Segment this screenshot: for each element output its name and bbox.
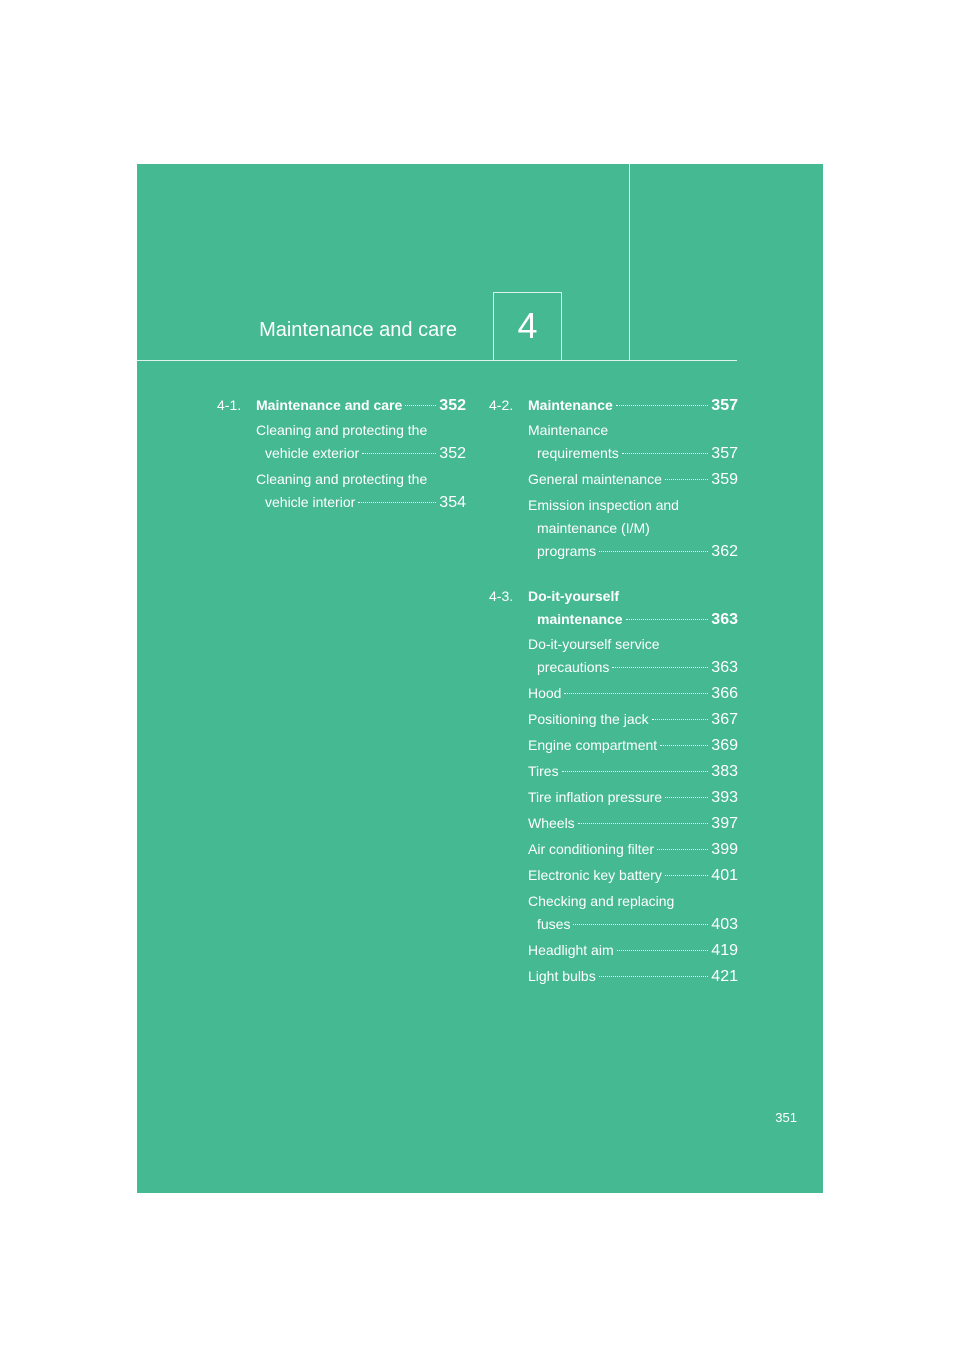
leader-dots [665, 797, 708, 798]
leader-dots [622, 453, 709, 454]
toc-column-right [489, 394, 738, 1010]
chapter-number: 4 [517, 305, 538, 346]
entry-text: precautions [537, 659, 610, 675]
section-title-line [528, 585, 738, 608]
entry-line [528, 913, 738, 936]
toc-section [217, 394, 466, 514]
leader-dots [626, 619, 709, 620]
toc-entry[interactable] [528, 864, 738, 887]
entry-line [528, 939, 738, 962]
toc-column-left [217, 394, 466, 536]
section-page: 357 [711, 397, 738, 414]
leader-dots [564, 693, 708, 694]
leader-dots [652, 719, 709, 720]
entry-text: Tire inflation pressure [528, 789, 663, 805]
section-title-text: Do-it-yourself [528, 588, 619, 604]
toc-entry[interactable] [256, 468, 466, 514]
leader-dots [617, 950, 709, 951]
section-number: 4-2. [489, 397, 514, 413]
chapter-title: Maintenance and care [259, 319, 457, 341]
toc-entry[interactable] [528, 734, 738, 757]
entry-text: Wheels [528, 815, 575, 831]
entry-page: 401 [711, 867, 738, 884]
section-entries [489, 419, 738, 563]
leader-dots [612, 667, 708, 668]
entry-text: Air conditioning filter [528, 841, 655, 857]
leader-dots [578, 823, 709, 824]
section-title-text: maintenance [537, 611, 623, 627]
entry-text: Emission inspection and [528, 497, 679, 513]
toc-entry[interactable] [528, 633, 738, 679]
page-number: 351 [775, 1110, 797, 1125]
entry-line [528, 682, 738, 705]
entry-text: Checking and replacing [528, 893, 675, 909]
entry-line [528, 786, 738, 809]
entry-text: Headlight aim [528, 942, 614, 958]
section-entries [489, 633, 738, 988]
entry-page: 359 [711, 471, 738, 488]
leader-dots [657, 849, 708, 850]
toc-entry[interactable] [528, 468, 738, 491]
entry-line [528, 494, 738, 517]
entry-line [528, 517, 738, 540]
toc-entry[interactable] [528, 786, 738, 809]
toc-entry[interactable] [528, 760, 738, 783]
section-entries [217, 419, 466, 514]
leader-dots [358, 502, 436, 503]
entry-text: Cleaning and protecting the [256, 471, 428, 487]
entry-line [528, 540, 738, 563]
entry-line [528, 760, 738, 783]
section-title-line [528, 394, 738, 417]
leader-dots [665, 875, 708, 876]
entry-text: requirements [537, 445, 619, 461]
entry-text: programs [537, 543, 597, 559]
entry-page: 383 [711, 763, 738, 780]
toc-entry[interactable] [528, 708, 738, 731]
section-page: 352 [439, 397, 466, 414]
leader-dots [665, 479, 708, 480]
toc-section [489, 394, 738, 563]
entry-line [528, 656, 738, 679]
entry-line [528, 890, 738, 913]
leader-dots [362, 453, 436, 454]
entry-line [256, 468, 466, 491]
section-number: 4-1. [217, 397, 242, 413]
entry-text: Do-it-yourself service [528, 636, 660, 652]
chapter-panel [137, 164, 823, 1193]
entry-page: 354 [439, 494, 466, 511]
entry-text: maintenance (I/M) [537, 520, 650, 536]
entry-line [528, 708, 738, 731]
entry-line [256, 491, 466, 514]
entry-text: Cleaning and protecting the [256, 422, 428, 438]
entry-line [528, 838, 738, 861]
chapter-number-box [493, 292, 562, 360]
entry-text: General maintenance [528, 471, 662, 487]
toc-section [489, 585, 738, 988]
entry-text: Tires [528, 763, 559, 779]
entry-line [528, 812, 738, 835]
toc-entry[interactable] [528, 939, 738, 962]
entry-text: fuses [537, 916, 571, 932]
entry-page: 403 [711, 916, 738, 933]
entry-page: 352 [439, 445, 466, 462]
entry-text: vehicle exterior [265, 445, 360, 461]
section-title-line [528, 608, 738, 631]
entry-text: Hood [528, 685, 562, 701]
leader-dots [573, 924, 708, 925]
entry-line [528, 633, 738, 656]
entry-page: 397 [711, 815, 738, 832]
entry-line [256, 442, 466, 465]
entry-page: 369 [711, 737, 738, 754]
leader-dots [616, 405, 708, 406]
divider-vertical [629, 164, 630, 360]
entry-page: 419 [711, 942, 738, 959]
toc-entry[interactable] [528, 812, 738, 835]
section-title-text: Maintenance [528, 397, 613, 413]
divider-horizontal [137, 360, 737, 361]
entry-page: 366 [711, 685, 738, 702]
entry-text: vehicle interior [265, 494, 356, 510]
toc-entry[interactable] [528, 494, 738, 563]
entry-page: 357 [711, 445, 738, 462]
entry-page: 363 [711, 659, 738, 676]
section-heading[interactable] [489, 585, 738, 631]
toc-entry[interactable] [528, 838, 738, 861]
leader-dots [599, 551, 708, 552]
entry-page: 421 [711, 968, 738, 985]
entry-text: Positioning the jack [528, 711, 649, 727]
leader-dots [562, 771, 709, 772]
section-heading[interactable] [217, 394, 466, 417]
entry-page: 399 [711, 841, 738, 858]
leader-dots [599, 976, 709, 977]
section-title-line [256, 394, 466, 417]
entry-line [528, 442, 738, 465]
section-heading[interactable] [489, 394, 738, 417]
section-title [489, 394, 738, 417]
entry-text: Maintenance [528, 422, 609, 438]
entry-line [256, 419, 466, 442]
entry-line [528, 965, 738, 988]
entry-line [528, 864, 738, 887]
section-page: 363 [711, 611, 738, 628]
entry-page: 362 [711, 543, 738, 560]
toc-entry[interactable] [528, 965, 738, 988]
entry-text: Light bulbs [528, 968, 596, 984]
entry-page: 367 [711, 711, 738, 728]
toc-entry[interactable] [256, 419, 466, 465]
entry-line [528, 734, 738, 757]
entry-line [528, 468, 738, 491]
leader-dots [660, 745, 708, 746]
leader-dots [405, 405, 436, 406]
toc-entry[interactable] [528, 682, 738, 705]
section-title [489, 585, 738, 631]
entry-line [528, 419, 738, 442]
section-number: 4-3. [489, 588, 514, 604]
toc-entry[interactable] [528, 890, 738, 936]
entry-text: Engine compartment [528, 737, 658, 753]
toc-entry[interactable] [528, 419, 738, 465]
section-title [217, 394, 466, 417]
entry-text: Electronic key battery [528, 867, 662, 883]
entry-page: 393 [711, 789, 738, 806]
section-title-text: Maintenance and care [256, 397, 403, 413]
